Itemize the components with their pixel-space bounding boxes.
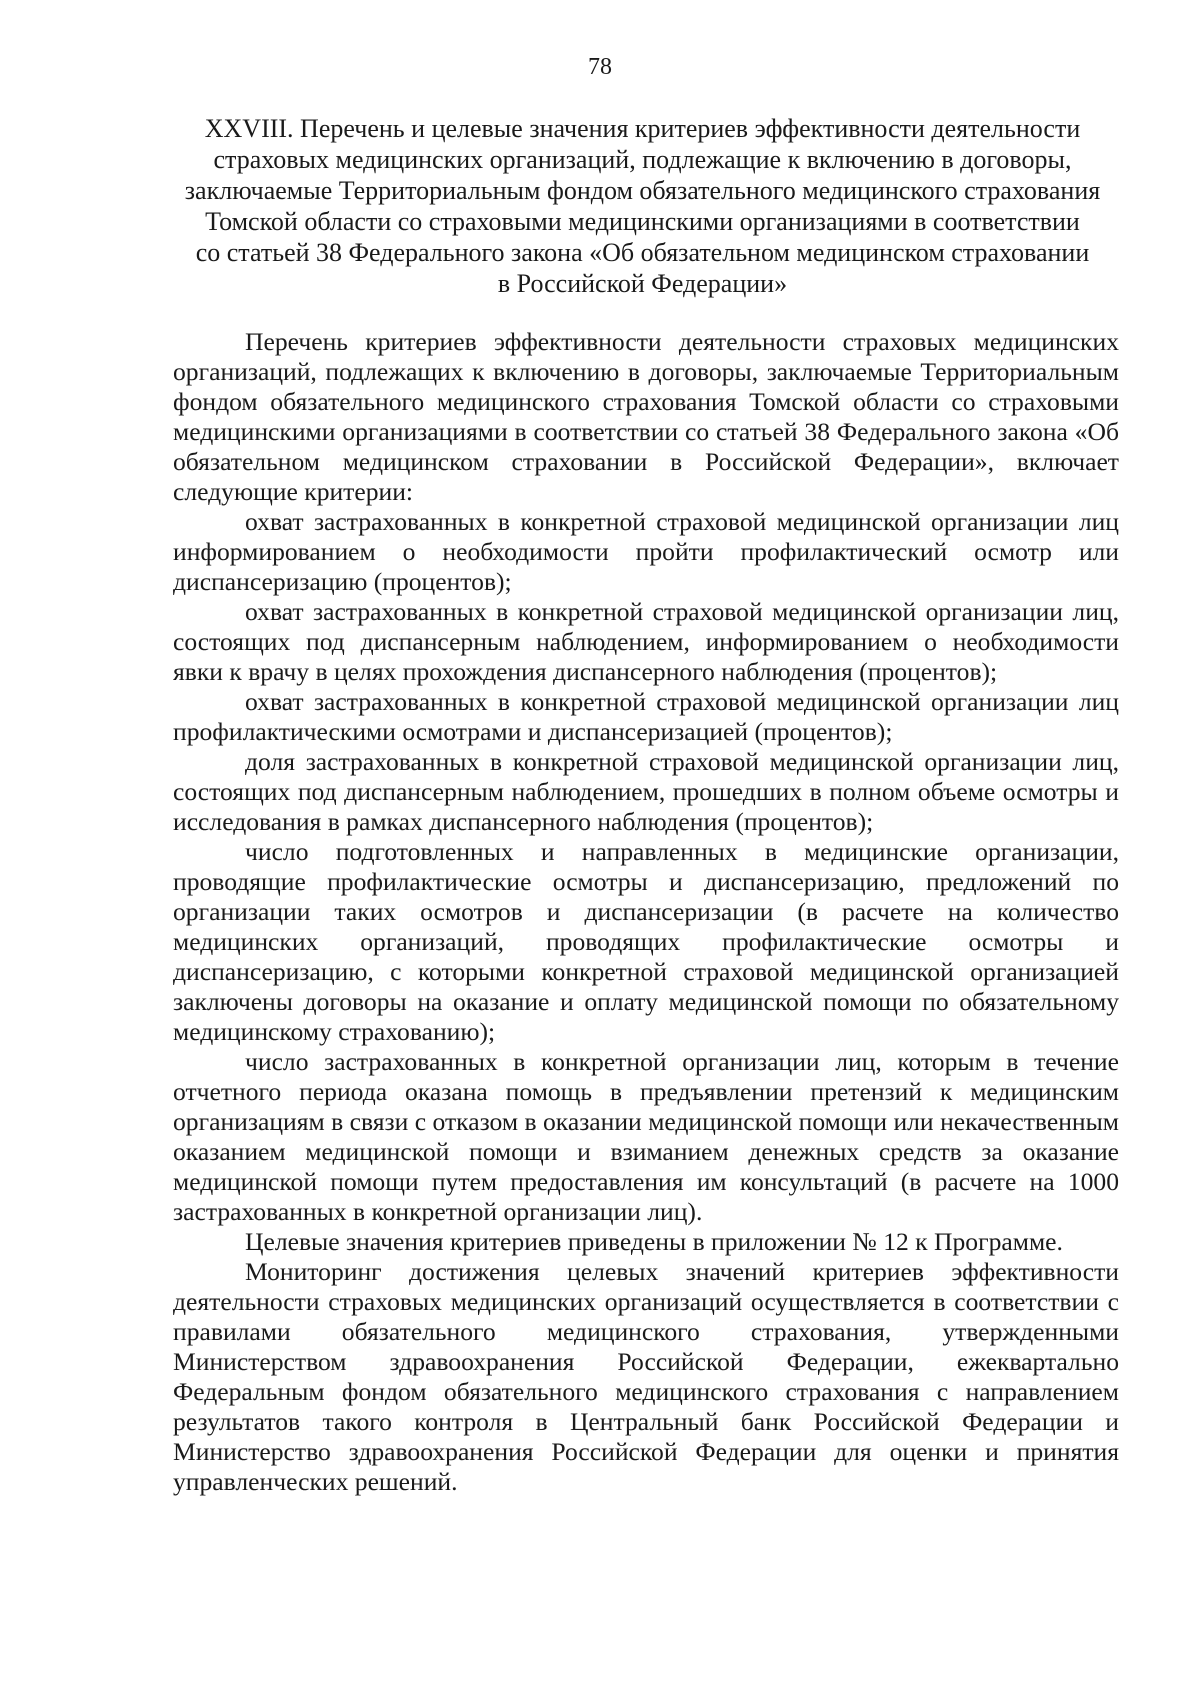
heading-line-6: в Российской Федерации»	[497, 269, 788, 298]
document-body	[173, 327, 1119, 1497]
heading-line-3: заключаемые Территориальным фондом обязательного медицинского страхования	[184, 176, 1101, 205]
section-heading	[165, 113, 1120, 299]
criterion-proposals-count: число подготовленных и направленных в медицинские организации, проводящие профилактические осмотры и диспансеризацию, предложений по организации таких осмотров и диспансеризации (в расчете на количество медицинских организаций, проводящих профилактические осмотры и диспансеризацию, с которыми конкретной страховой медицинской организацией заключены договоры на оказание и оплату медицинской помощи по обязательному медицинскому страхованию);	[173, 837, 1119, 1046]
monitoring-paragraph: Мониторинг достижения целевых значений критериев эффективности деятельности страховых медицинских организаций осуществляется в соответствии с правилами обязательного медицинского страхования, утвержденными Министерством здравоохранения Российской Федерации, ежеквартально Федеральным фондом обязательного медицинского страхования с направлением результатов такого контроля в Центральный банк Российской Федерации и Министерство здравоохранения Российской Федерации для оценки и принятия управленческих решений.	[173, 1257, 1119, 1496]
heading-line-4: Томской области со страховыми медицинскими организациями в соответствии	[205, 207, 1080, 236]
page-number: 78	[588, 54, 612, 80]
target-values-paragraph: Целевые значения критериев приведены в приложении № 12 к Программе.	[245, 1227, 1063, 1256]
criterion-informing-checkup: охват застрахованных в конкретной страховой медицинской организации лиц информированием о необходимости пройти профилактический осмотр или диспансеризацию (процентов);	[173, 507, 1119, 596]
criterion-claims-assistance: число застрахованных в конкретной организации лиц, которым в течение отчетного периода оказана помощь в предъявлении претензий к медицинским организациям в связи с отказом в оказании медицинской помощи или некачественным оказанием медицинской помощи и взиманием денежных средств за оказание медицинской помощи путем предоставления им консультаций (в расчете на 1000 застрахованных в конкретной организации лиц).	[173, 1047, 1119, 1226]
criterion-informing-dispensary: охват застрахованных в конкретной страховой медицинской организации лиц, состоящих под диспансерным наблюдением, информированием о необходимости явки к врачу в целях прохождения диспансерного наблюдения (процентов);	[173, 597, 1119, 686]
criterion-coverage-checkups: охват застрахованных в конкретной страховой медицинской организации лиц профилактическими осмотрами и диспансеризацией (процентов);	[173, 687, 1119, 746]
intro-paragraph: Перечень критериев эффективности деятельности страховых медицинских организаций, подлежащих к включению в договоры, заключаемые Территориальным фондом обязательного медицинского страхования Томской области со страховыми медицинскими организациями в соответствии со статьей 38 Федерального закона «Об обязательном медицинском страховании в Российской Федерации», включает следующие критерии:	[173, 327, 1119, 506]
heading-line-1: XXVIII. Перечень и целевые значения критериев эффективности деятельности	[204, 114, 1081, 143]
heading-line-2: страховых медицинских организаций, подлежащие к включению в договоры,	[213, 145, 1072, 174]
heading-line-5: со статьей 38 Федерального закона «Об обязательном медицинском страховании	[195, 238, 1090, 267]
criterion-share-dispensary: доля застрахованных в конкретной страховой медицинской организации лиц, состоящих под диспансерным наблюдением, прошедших в полном объеме осмотры и исследования в рамках диспансерного наблюдения (процентов);	[173, 747, 1119, 836]
